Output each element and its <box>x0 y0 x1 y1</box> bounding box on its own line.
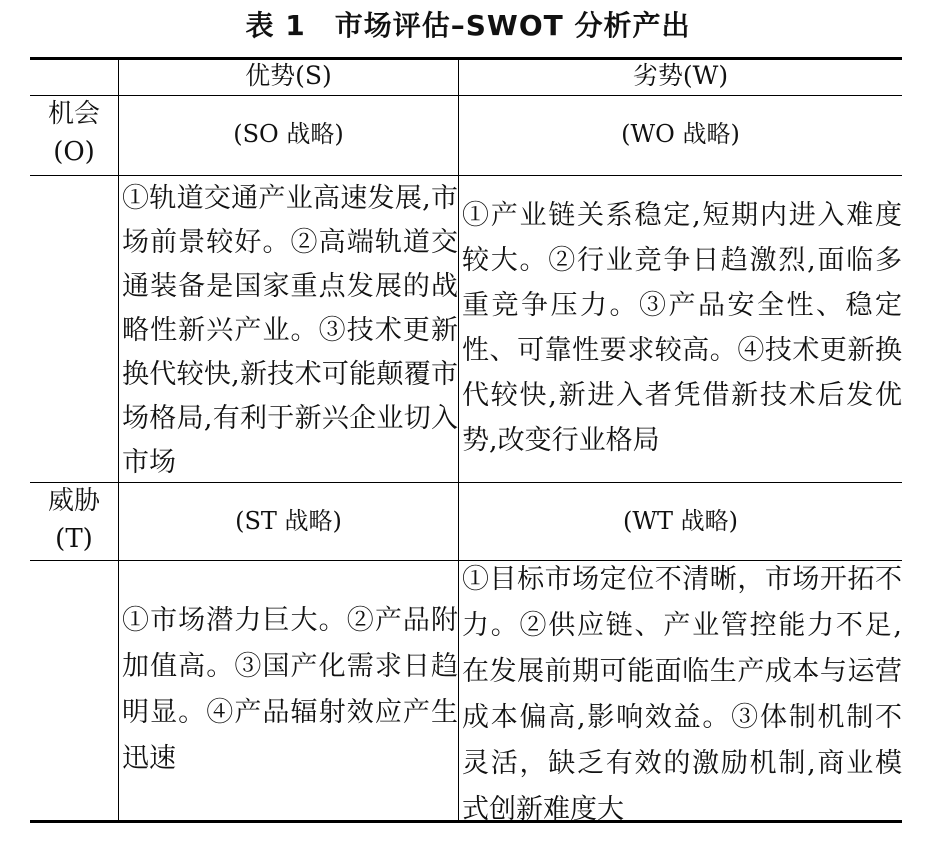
swot-table <box>30 57 902 823</box>
row-label-threats <box>30 482 118 560</box>
header-rule <box>30 95 902 96</box>
st-strategy-label: (ST 战略) <box>235 507 342 535</box>
rule-o-body <box>30 175 902 176</box>
st-strategy-text: ①市场潜力巨大。②产品附加值高。③国产化需求日趋明显。④产品辐射效应产生迅速 <box>122 605 458 774</box>
so-strategy-label: (SO 战略) <box>233 120 344 148</box>
top-rule <box>30 57 902 60</box>
wt-strategy-label: (WT 战略) <box>622 507 739 535</box>
table-title: 表 1 市场评估–SWOT 分析产出 <box>245 9 691 42</box>
opportunities-code: (O) <box>53 137 95 167</box>
threats-code: (T) <box>55 524 93 554</box>
header-strengths: 优势(S) <box>245 61 332 90</box>
wo-strategy-text: ①产业链关系稳定,短期内进入难度较大。②行业竞争日趋激烈,面临多重竞争压力。③产品安全性、稳定性、可靠性要求较高。④技术更新换代较快,新进入者凭借新技术后发优势,改变行业格局 <box>462 200 902 456</box>
threats-label: 威胁 <box>47 486 100 516</box>
row-label-opportunities <box>30 95 118 175</box>
opportunities-label: 机会 <box>47 99 100 129</box>
wo-strategy-label: (WO 战略) <box>621 120 740 148</box>
header-weaknesses: 劣势(W) <box>632 61 729 90</box>
so-strategy-text: ①轨道交通产业高速发展,市场前景较好。②高端轨道交通装备是国家重点发展的战略性新兴产业。③技术更新换代较快,新技术可能颠覆市场格局,有利于新兴企业切入市场 <box>122 183 458 478</box>
wt-strategy-text: ①目标市场定位不清晰，市场开拓不力。②供应链、产业管控能力不足,在发展前期可能面临生产成本与运营成本偏高,影响效益。③体制机制不灵活，缺乏有效的激励机制,商业模式创新难度大 <box>462 564 902 825</box>
